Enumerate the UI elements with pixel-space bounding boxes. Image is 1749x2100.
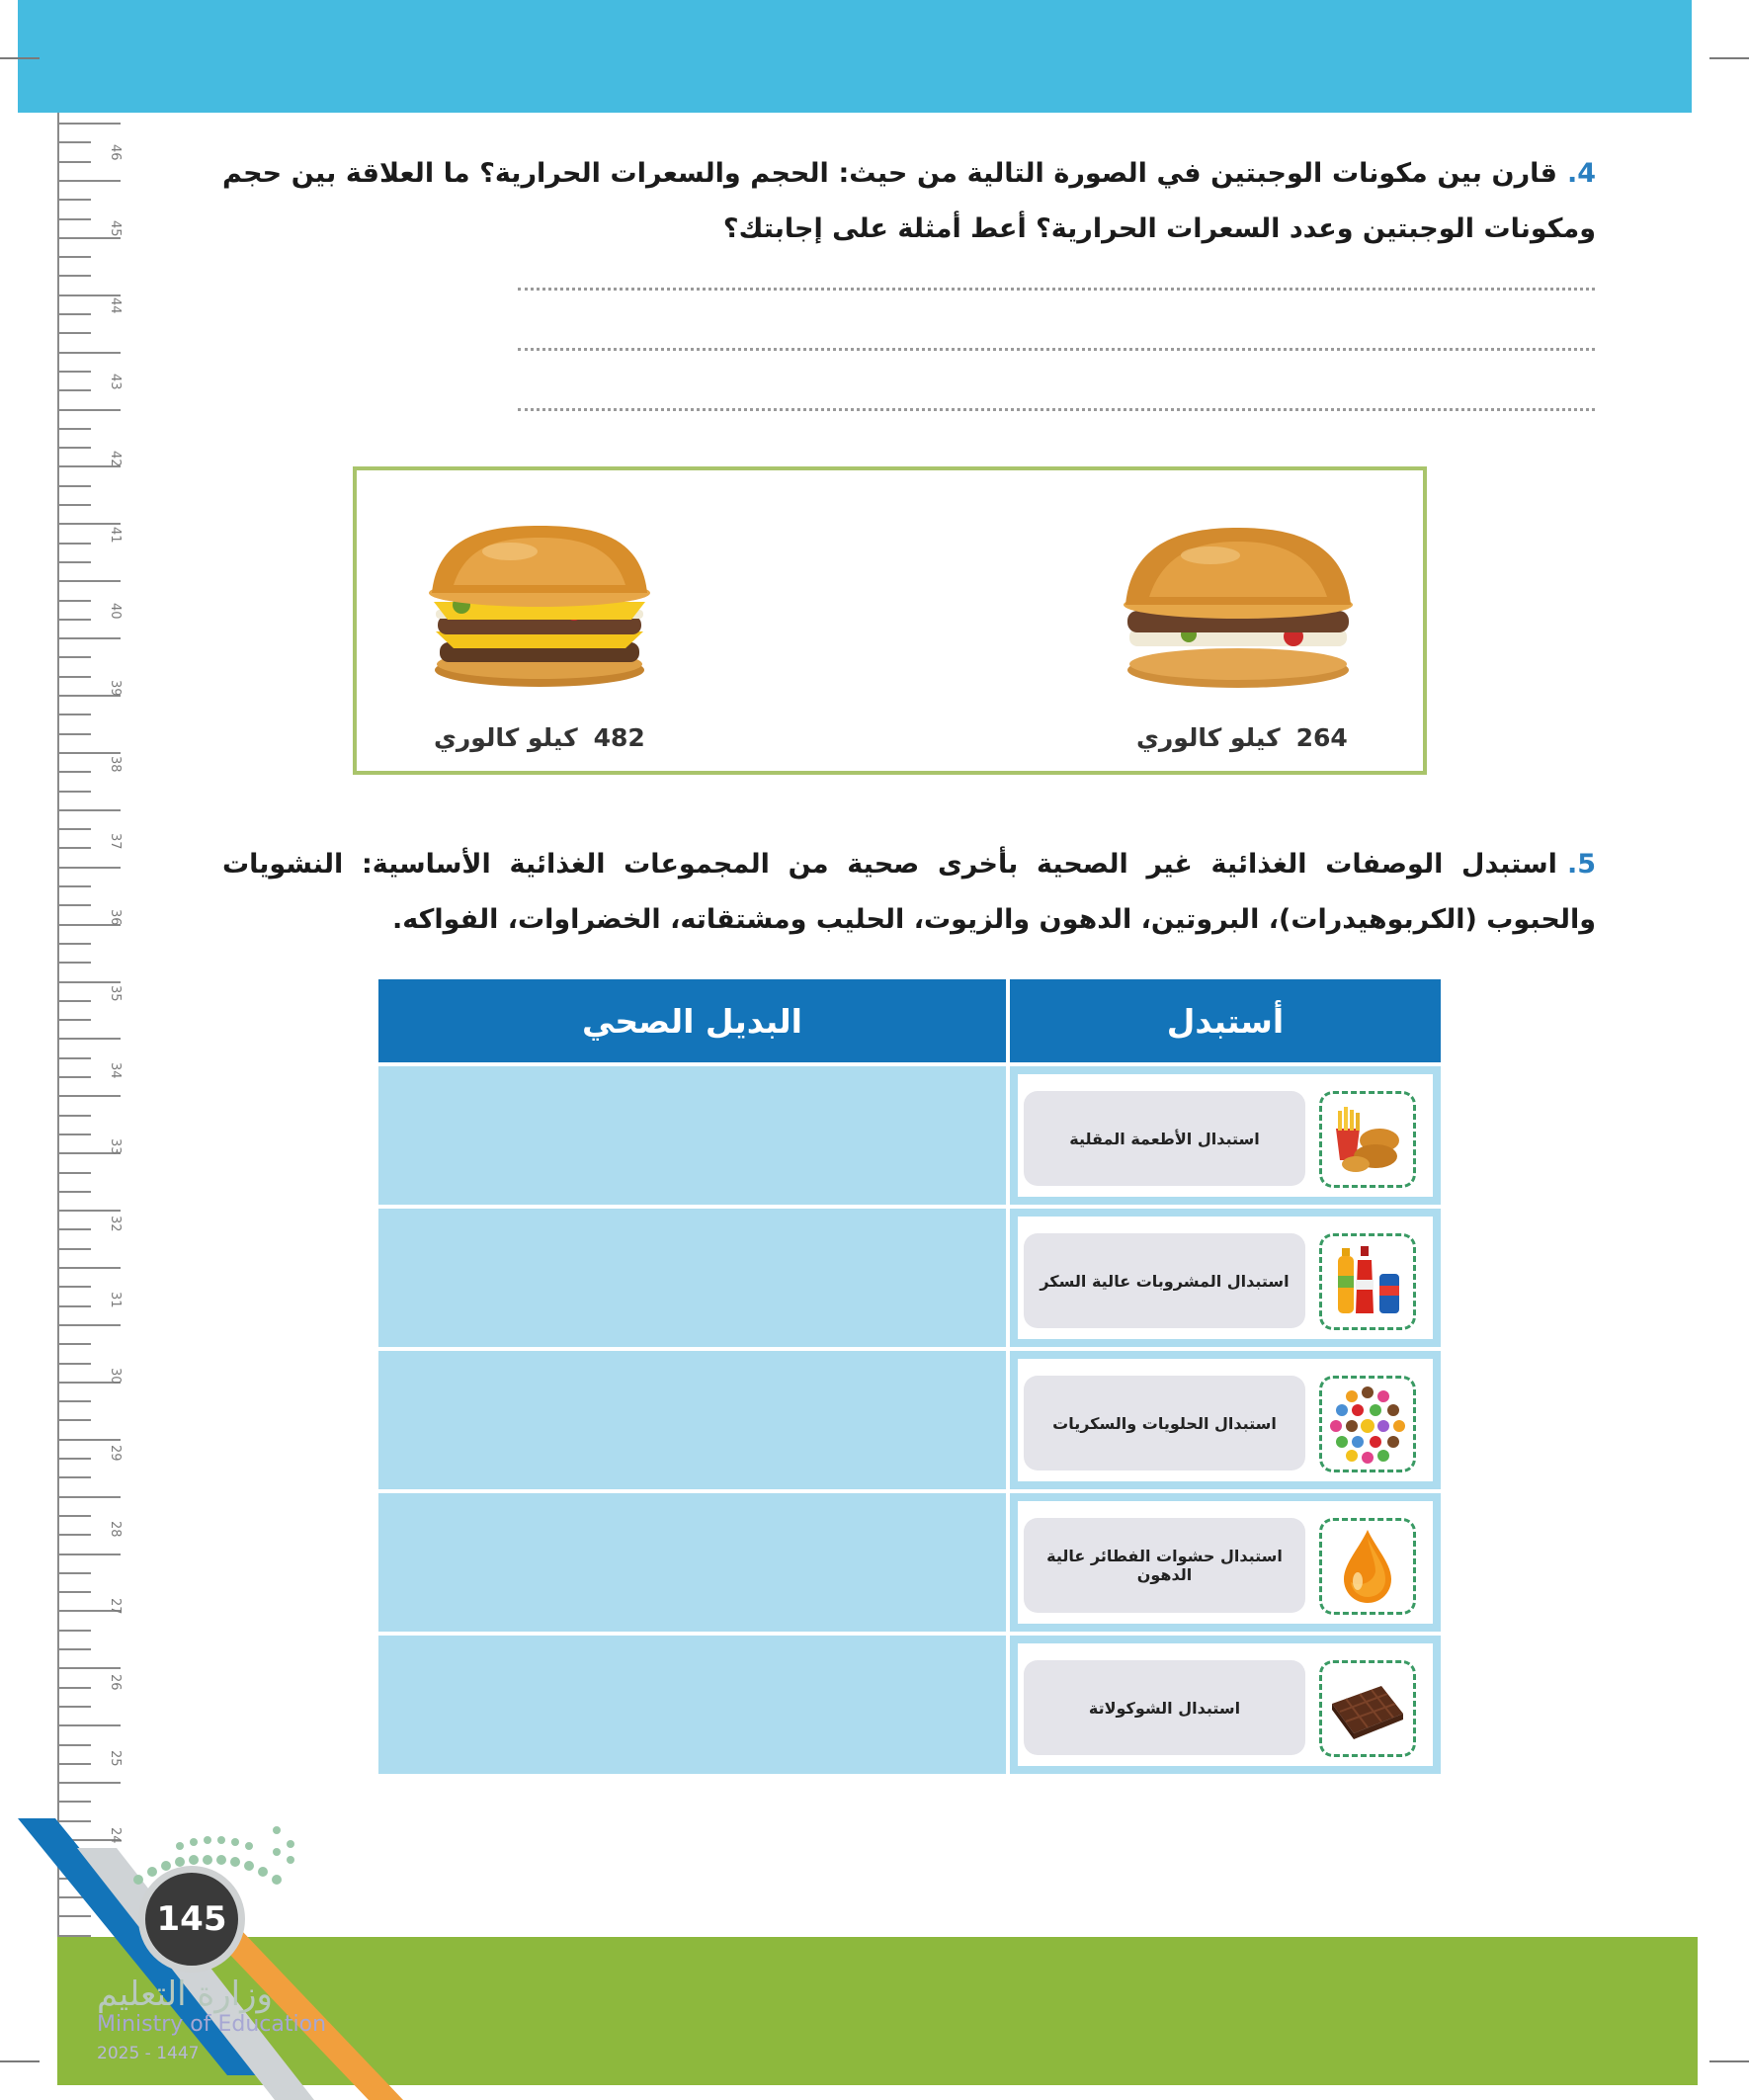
ruler-number: 40 xyxy=(108,603,123,620)
ruler-tick xyxy=(59,733,91,735)
swap-label: استبدال حشوات الفطائر عالية الدهون xyxy=(1024,1518,1305,1613)
header-replace: أستبدل xyxy=(1010,979,1441,1062)
ruler-number: 41 xyxy=(108,527,123,544)
header-healthy-alternative: البديل الصحي xyxy=(378,979,1006,1062)
oil-drop-icon xyxy=(1319,1518,1416,1615)
swap-label: استبدال الحلويات والسكريات xyxy=(1024,1376,1305,1470)
ruler-tick xyxy=(59,981,121,983)
question-5 xyxy=(222,837,1596,948)
ruler-tick xyxy=(59,867,121,869)
ruler-tick xyxy=(59,161,91,163)
ruler-tick xyxy=(59,1687,91,1689)
ruler-tick xyxy=(59,1286,91,1288)
ruler-line xyxy=(57,113,59,1980)
ruler-tick xyxy=(59,332,91,334)
question-5-number: 5. xyxy=(1566,849,1596,880)
answer-line[interactable] xyxy=(518,348,1595,351)
ruler-tick xyxy=(59,1515,91,1517)
alternative-cell-chocolate[interactable] xyxy=(378,1636,1006,1774)
ruler-number: 25 xyxy=(108,1750,123,1767)
ruler-number: 37 xyxy=(108,832,123,850)
ruler-tick xyxy=(59,1115,91,1117)
ruler-tick xyxy=(59,371,91,373)
ruler-number: 36 xyxy=(108,909,123,926)
ruler-tick xyxy=(59,141,91,143)
crop-mark xyxy=(1709,57,1749,59)
ruler-tick xyxy=(59,389,91,391)
ruler-tick xyxy=(59,1134,91,1135)
question-4-text: قارن بين مكونات الوجبتين في الصورة التالية من حيث: الحجم والسعرات الحرارية؟ ما العلاقة بين حجم ومكونات الوجبتين وعدد السعرات الحرارية؟ أعط أمثلة على إجابتك؟ xyxy=(222,158,1596,244)
ruler-number: 29 xyxy=(108,1444,123,1462)
burger-comparison-box xyxy=(353,466,1427,775)
ruler-tick xyxy=(59,1801,91,1803)
ruler-tick xyxy=(59,561,91,563)
ruler-number: 45 xyxy=(108,220,123,237)
swap-row-chocolate xyxy=(1010,1636,1441,1774)
ruler-tick xyxy=(59,637,121,639)
ruler-tick xyxy=(59,1630,91,1632)
ruler-tick xyxy=(59,771,91,773)
answer-line[interactable] xyxy=(518,408,1595,411)
swap-label: استبدال الأطعمة المقلية xyxy=(1024,1091,1305,1186)
swap-card xyxy=(1018,1217,1433,1339)
ministry-name-english: Ministry of Education xyxy=(97,2012,327,2037)
ruler-tick xyxy=(59,580,121,582)
ruler-number: 34 xyxy=(108,1061,123,1079)
ruler-tick xyxy=(59,1476,91,1478)
swap-label: استبدال المشروبات عالية السكر xyxy=(1024,1233,1305,1328)
ruler-tick xyxy=(59,943,91,945)
ruler-tick xyxy=(59,828,91,830)
ruler-tick xyxy=(59,409,121,411)
ruler-tick xyxy=(59,199,91,201)
ruler-tick xyxy=(59,1019,91,1021)
single-burger-image xyxy=(1120,526,1357,689)
ruler-number: 31 xyxy=(108,1292,123,1308)
ruler-number: 44 xyxy=(108,296,123,314)
ruler-tick xyxy=(59,1038,121,1040)
ruler-number: 43 xyxy=(108,374,123,390)
ruler-number: 24 xyxy=(108,1826,123,1844)
ruler-tick xyxy=(59,447,91,449)
ruler-tick xyxy=(59,1458,91,1460)
ruler-tick xyxy=(59,714,91,715)
ruler-tick xyxy=(59,256,91,258)
ruler-tick xyxy=(59,218,91,220)
swap-card xyxy=(1018,1501,1433,1624)
ruler-tick xyxy=(59,180,121,182)
large-burger-calorie-value: 482 xyxy=(593,723,645,752)
ruler-tick xyxy=(59,1363,91,1365)
ruler-number: 32 xyxy=(108,1215,123,1232)
margin-ruler xyxy=(57,113,146,1980)
alternative-cell-fried[interactable] xyxy=(378,1066,1006,1205)
answer-line[interactable] xyxy=(518,288,1595,291)
ruler-tick xyxy=(59,1191,91,1193)
ruler-tick xyxy=(59,1057,91,1059)
ministry-name-arabic: وزارة التعليم xyxy=(97,1974,273,2014)
ruler-tick xyxy=(59,1572,91,1574)
ruler-number: 42 xyxy=(108,450,123,467)
ruler-tick xyxy=(59,752,121,754)
ruler-tick xyxy=(59,1648,91,1650)
large-burger-calories xyxy=(434,723,645,752)
top-color-band xyxy=(18,0,1692,113)
ruler-tick xyxy=(59,1591,91,1593)
chocolate-icon xyxy=(1319,1660,1416,1757)
ruler-tick xyxy=(59,904,91,906)
ruler-tick xyxy=(59,1267,121,1269)
ruler-tick xyxy=(59,1228,91,1230)
ruler-tick xyxy=(59,619,91,621)
page-number: 145 xyxy=(156,1899,227,1939)
page-number-badge xyxy=(138,1866,245,1973)
ruler-tick xyxy=(59,962,91,964)
ruler-tick xyxy=(59,1496,121,1498)
ruler-number: 39 xyxy=(108,679,123,697)
crop-mark xyxy=(1709,2060,1749,2062)
swap-label: استبدال الشوكولاتة xyxy=(1024,1660,1305,1755)
ruler-tick xyxy=(59,1724,121,1726)
ruler-tick xyxy=(59,1076,91,1078)
small-burger-calorie-value: 264 xyxy=(1295,723,1348,752)
edition-year: 2025 - 1447 xyxy=(97,2044,200,2063)
question-4-number: 4. xyxy=(1566,158,1596,189)
swap-row-fried xyxy=(1010,1066,1441,1205)
ruler-number: 38 xyxy=(108,756,123,773)
small-burger-calorie-unit: كيلو كالوري xyxy=(1136,723,1281,752)
candy-icon xyxy=(1319,1376,1416,1472)
ruler-tick xyxy=(59,885,91,887)
swap-card xyxy=(1018,1359,1433,1481)
ruler-tick xyxy=(59,1095,121,1097)
ruler-tick xyxy=(59,1000,91,1002)
small-burger-calories xyxy=(1136,723,1348,752)
ruler-number: 27 xyxy=(108,1597,123,1615)
ruler-tick xyxy=(59,600,91,602)
ruler-number: 28 xyxy=(108,1521,123,1538)
sugary-drinks-icon xyxy=(1319,1233,1416,1330)
ruler-tick xyxy=(59,1706,91,1708)
ruler-tick xyxy=(59,1554,121,1555)
ruler-tick xyxy=(59,1439,121,1441)
ruler-number: 26 xyxy=(108,1674,123,1691)
ruler-tick xyxy=(59,791,91,793)
ruler-tick xyxy=(59,1763,91,1765)
ruler-tick xyxy=(59,1419,91,1421)
ruler-tick xyxy=(59,352,121,354)
ruler-tick xyxy=(59,543,91,545)
ruler-tick xyxy=(59,1210,121,1212)
alternative-cell-pastry-fillings[interactable] xyxy=(378,1493,1006,1632)
ruler-tick xyxy=(59,1667,121,1669)
swap-row-pastry-fillings xyxy=(1010,1493,1441,1632)
ruler-tick xyxy=(59,504,91,506)
swap-card xyxy=(1018,1643,1433,1766)
ruler-tick xyxy=(59,313,91,315)
double-burger-image xyxy=(426,526,653,689)
swap-row-sweets xyxy=(1010,1351,1441,1489)
ruler-tick xyxy=(59,1172,91,1174)
fried-food-icon xyxy=(1319,1091,1416,1188)
ruler-tick xyxy=(59,1343,91,1345)
ruler-tick xyxy=(59,1534,91,1536)
ruler-tick xyxy=(59,275,91,277)
ruler-number: 46 xyxy=(108,144,123,161)
ruler-tick xyxy=(59,1744,91,1746)
ruler-number: 35 xyxy=(108,985,123,1002)
ruler-tick xyxy=(59,1305,91,1307)
large-burger-calorie-unit: كيلو كالوري xyxy=(434,723,578,752)
ruler-tick xyxy=(59,123,121,125)
ruler-tick xyxy=(59,1324,121,1326)
ruler-tick xyxy=(59,847,91,849)
alternative-cell-sweets[interactable] xyxy=(378,1351,1006,1489)
ruler-tick xyxy=(59,656,91,658)
ruler-tick xyxy=(59,485,91,487)
ruler-tick xyxy=(59,676,91,678)
ruler-tick xyxy=(59,294,121,296)
swap-row-drinks xyxy=(1010,1209,1441,1347)
ruler-tick xyxy=(59,1400,91,1402)
ruler-tick xyxy=(59,1248,91,1250)
ruler-number: 30 xyxy=(108,1368,123,1385)
ruler-tick xyxy=(59,809,121,811)
ruler-number: 33 xyxy=(108,1138,123,1155)
swap-card xyxy=(1018,1074,1433,1197)
ruler-tick xyxy=(59,237,121,239)
question-5-text: استبدل الوصفات الغذائية غير الصحية بأخرى صحية من المجموعات الغذائية الأساسية: النشويات والحبوب (الكربوهيدرات)، البروتين، الدهون والزيوت، الحليب ومشتقاته، الخضراوات، الفواكه. xyxy=(222,849,1596,935)
ruler-tick xyxy=(59,1782,121,1784)
alternative-cell-drinks[interactable] xyxy=(378,1209,1006,1347)
ruler-tick xyxy=(59,428,91,430)
crop-mark xyxy=(0,57,40,59)
question-4 xyxy=(222,146,1596,257)
ruler-tick xyxy=(59,523,121,525)
